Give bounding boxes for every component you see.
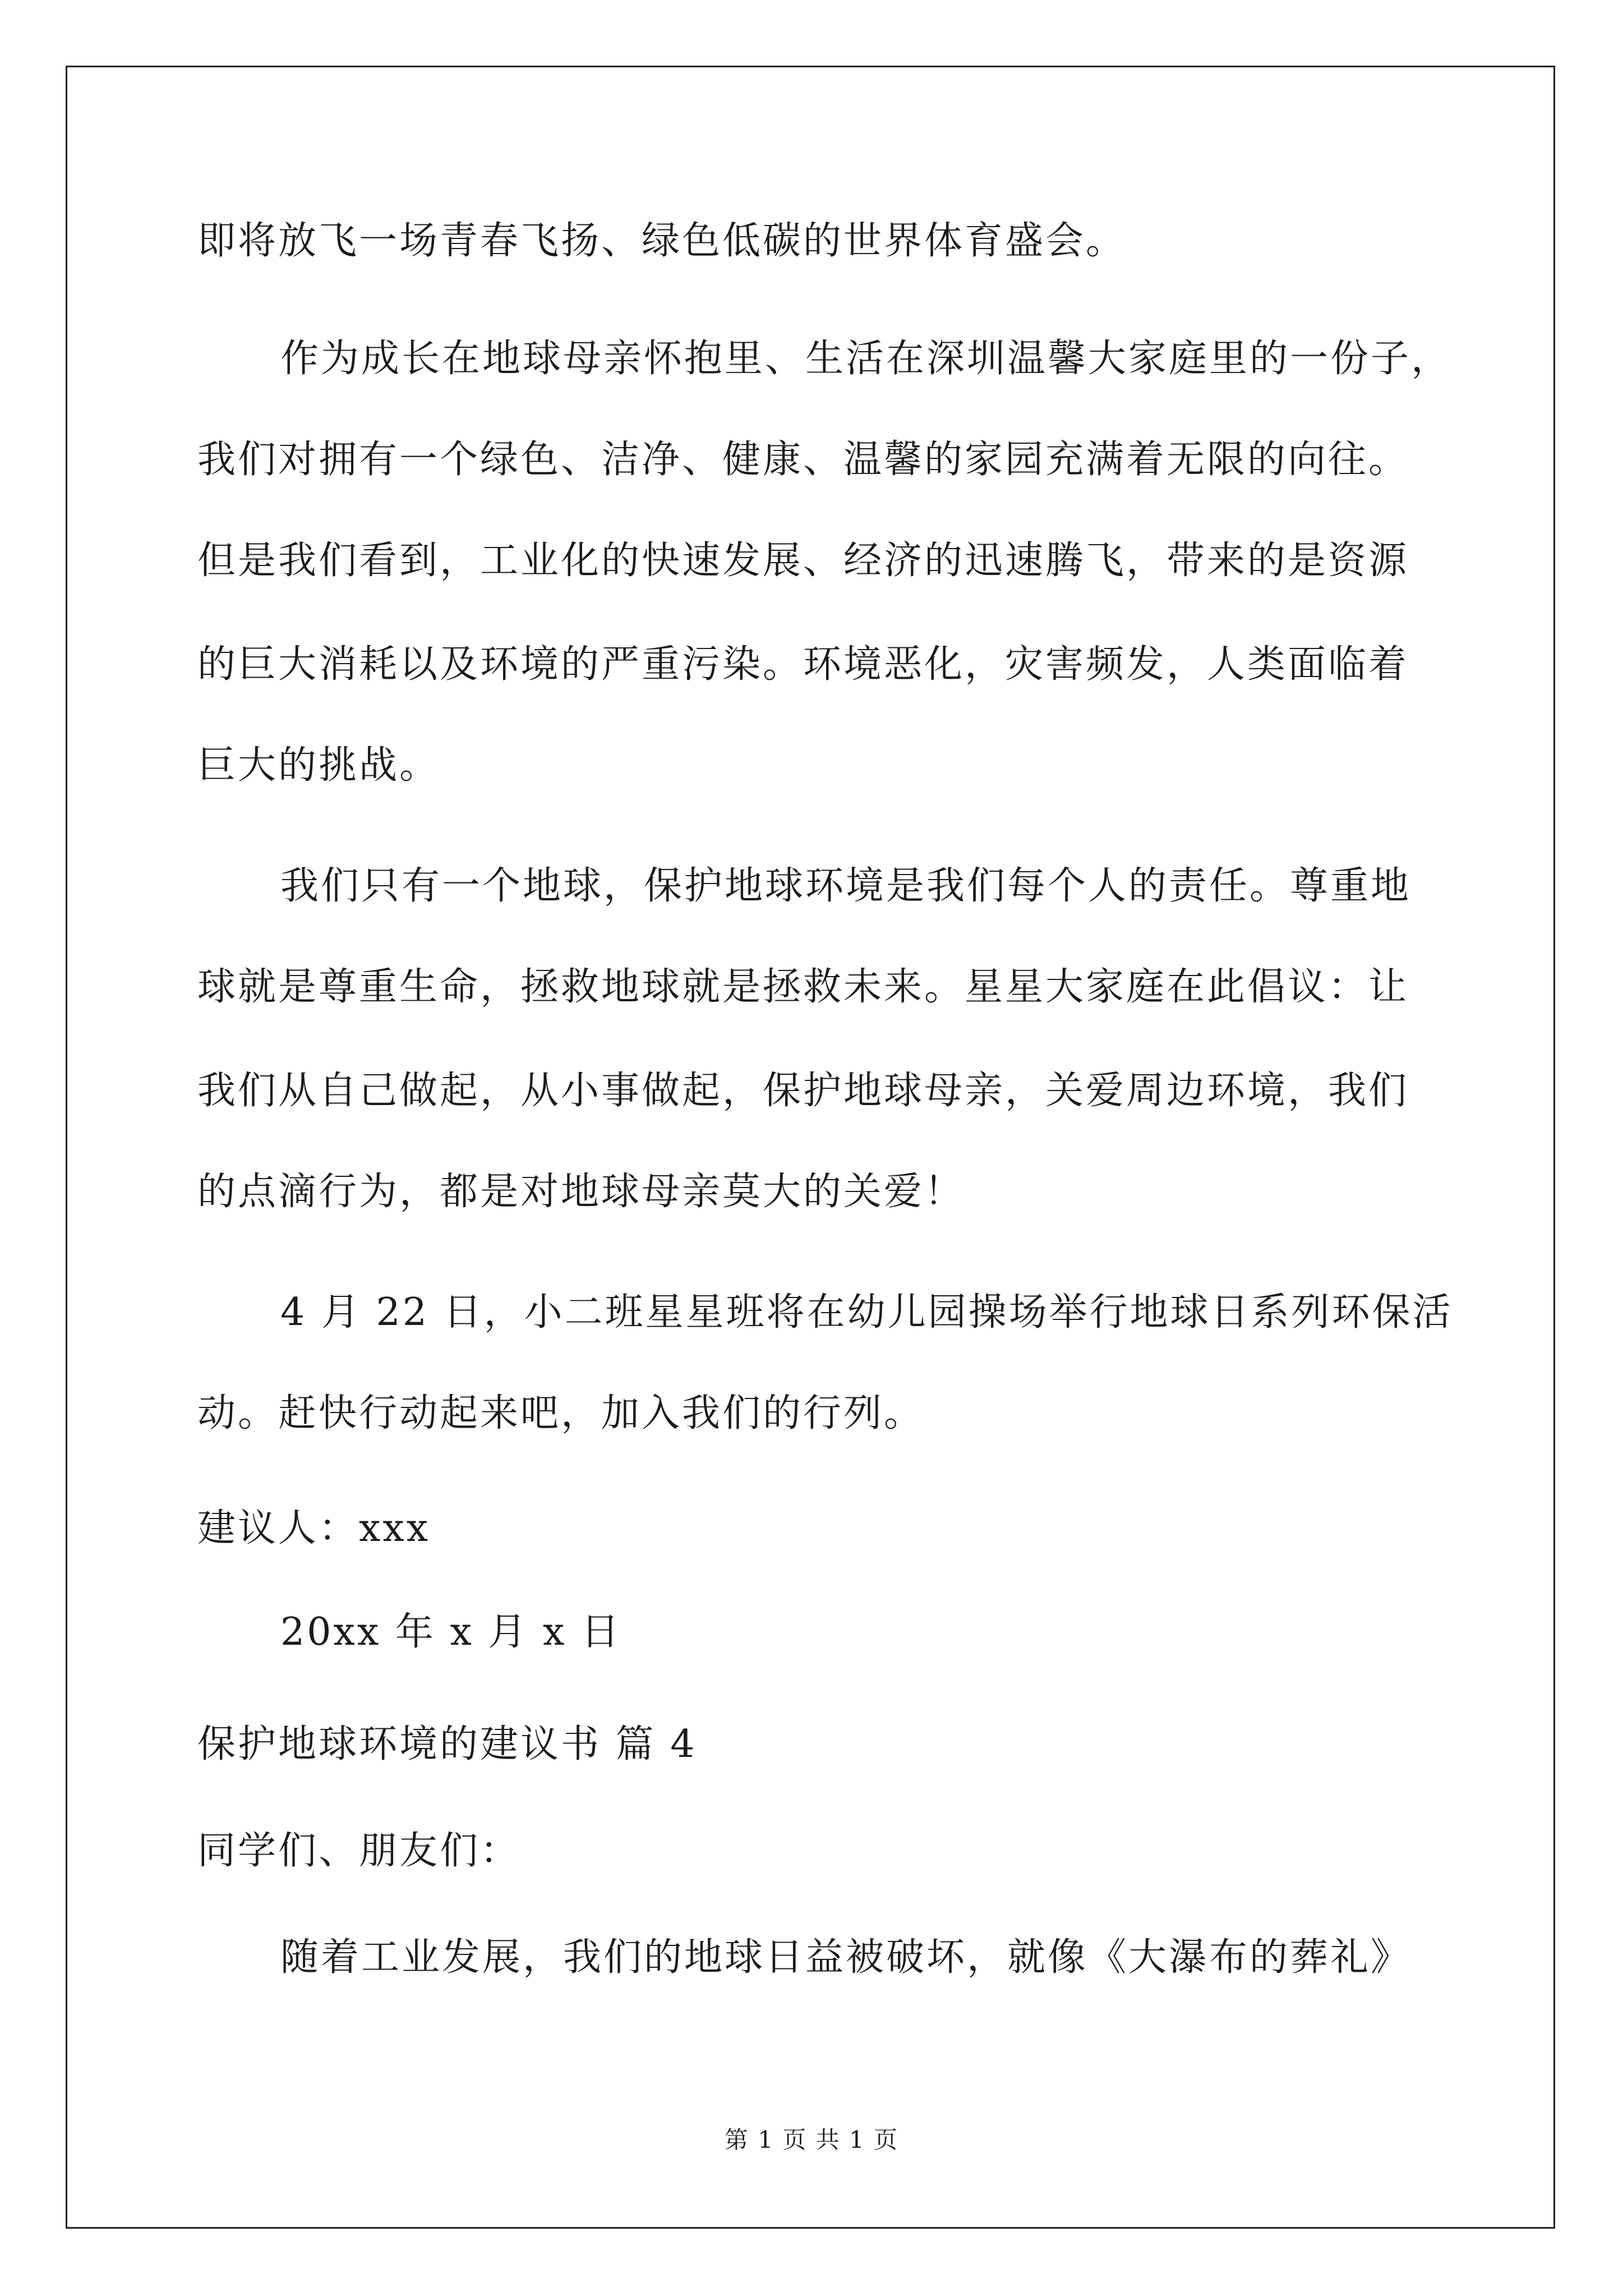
text-line: 球就是尊重生命，拯救地球就是拯救未来。星星大家庭在此倡议：让 <box>197 965 1409 1009</box>
text-line: 的巨大消耗以及环境的严重污染。环境恶化，灾害频发，人类面临着 <box>197 642 1409 687</box>
text-line: 作为成长在地球母亲怀抱里、生活在深圳温馨大家庭里的一份子， <box>280 337 1452 381</box>
date-line: 20xx 年 x 月 x 日 <box>280 1610 622 1654</box>
section-heading: 保护地球环境的建议书 篇 4 <box>197 1722 697 1766</box>
text-line: 我们只有一个地球，保护地球环境是我们每个人的责任。尊重地 <box>280 864 1412 908</box>
text-line: 即将放飞一场青春飞扬、绿色低碳的世界体育盛会。 <box>197 219 1127 263</box>
text-line: 我们对拥有一个绿色、洁净、健康、温馨的家园充满着无限的向往。 <box>197 438 1409 482</box>
page-footer: 第 1 页 共 1 页 <box>724 2126 899 2154</box>
signer-line: 建议人：xxx <box>197 1506 431 1550</box>
text-line: 我们从自己做起，从小事做起，保护地球母亲，关爱周边环境，我们 <box>197 1069 1409 1113</box>
page-border <box>66 66 1555 2229</box>
salutation-line: 同学们、朋友们： <box>197 1829 521 1873</box>
text-line: 动。赶快行动起来吧，加入我们的行列。 <box>197 1391 925 1435</box>
text-line: 4 月 22 日，小二班星星班将在幼儿园操场举行地球日系列环保活 <box>280 1290 1453 1335</box>
text-line: 但是我们看到，工业化的快速发展、经济的迅速腾飞，带来的是资源 <box>197 539 1409 583</box>
text-line: 随着工业发展，我们的地球日益被破坏，就像《大瀑布的葬礼》 <box>280 1935 1412 1980</box>
text-line: 巨大的挑战。 <box>197 743 440 788</box>
text-line: 的点滴行为，都是对地球母亲莫大的关爱！ <box>197 1170 965 1214</box>
